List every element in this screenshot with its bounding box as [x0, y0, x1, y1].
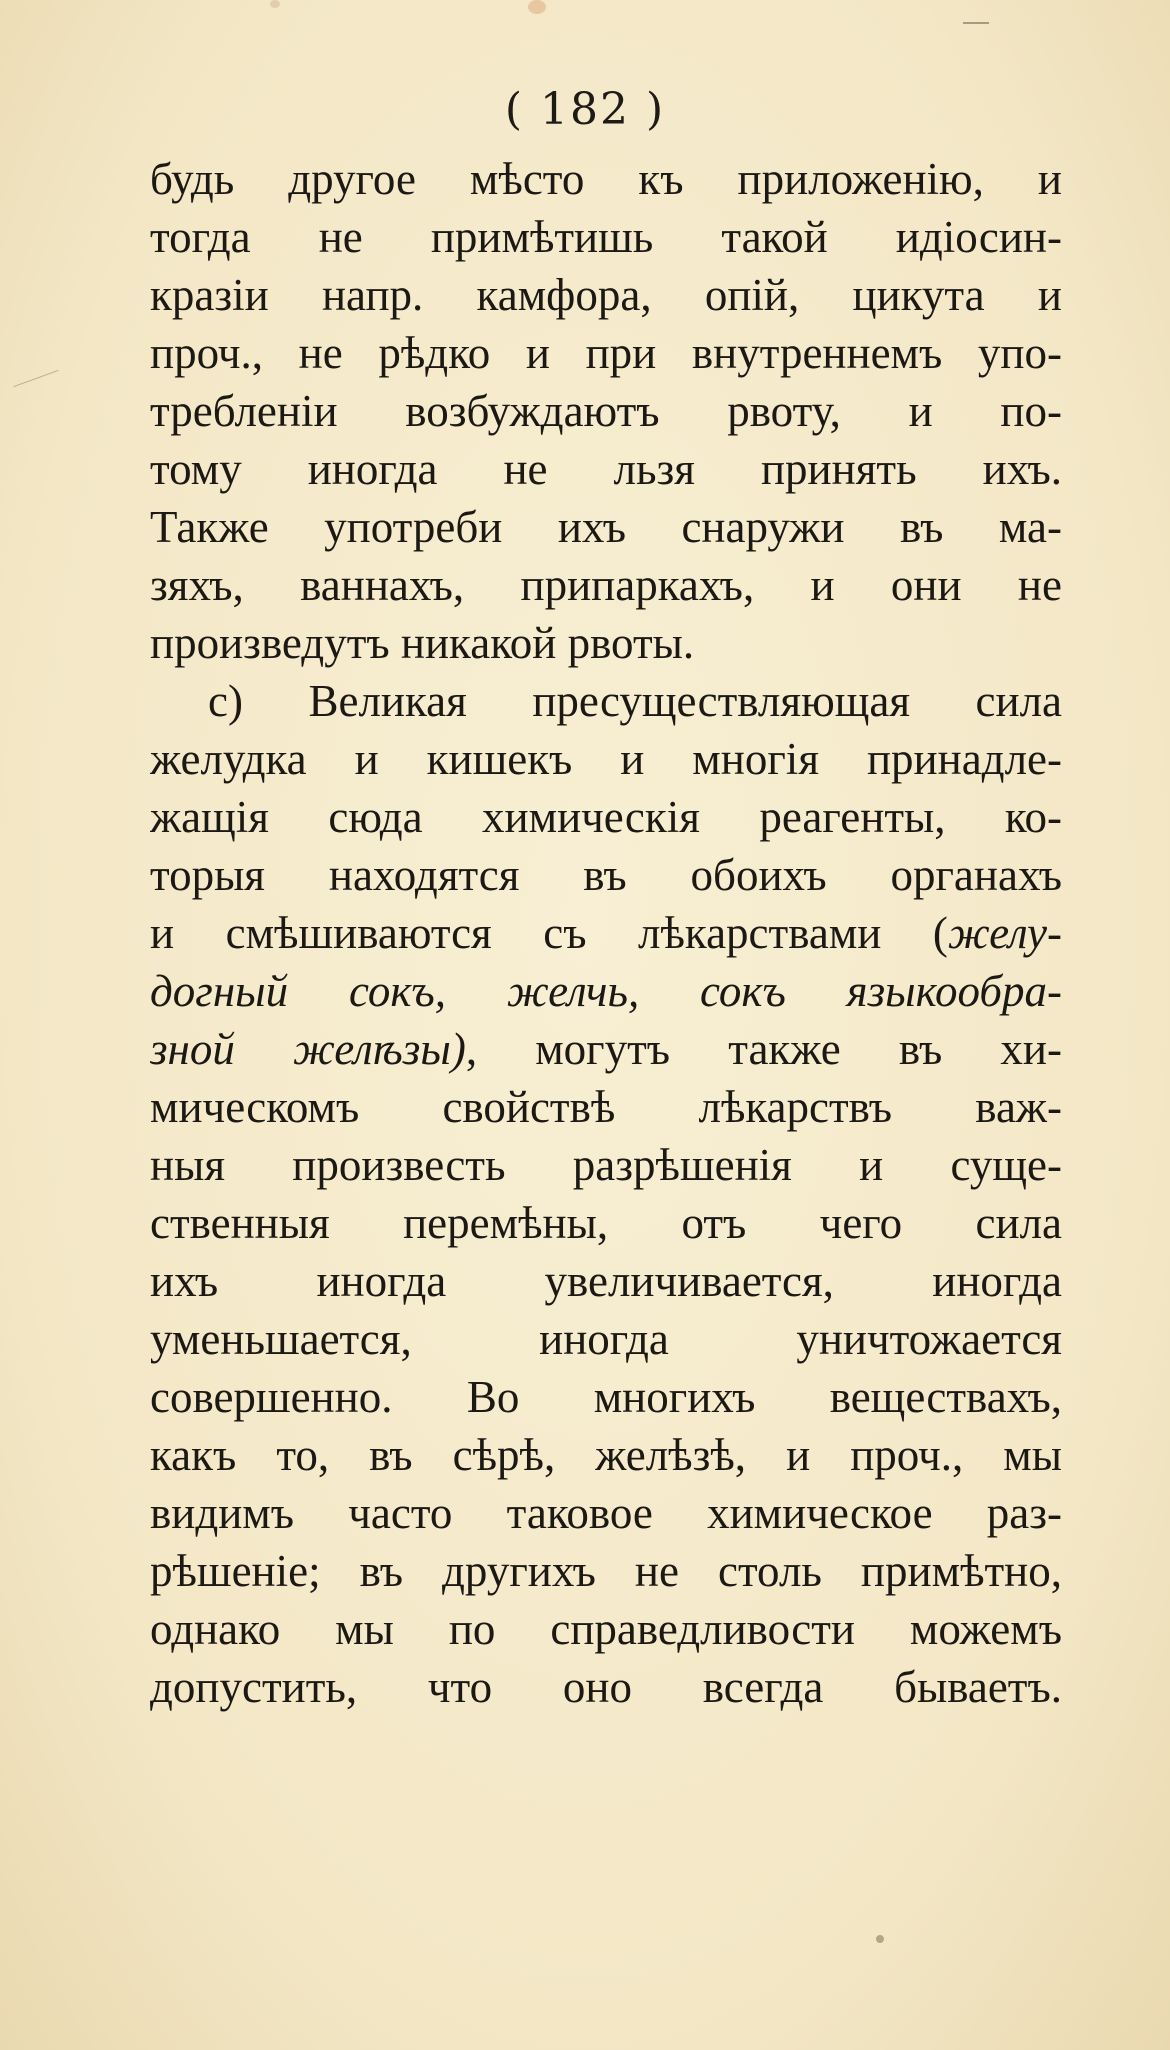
text-line: желудка и кишекъ и многія принадле-: [150, 734, 1062, 784]
text-line: рѣшеніе; въ другихъ не столь примѣтно,: [150, 1546, 1062, 1596]
text-line: видимъ часто таковое химическое раз-: [150, 1488, 1062, 1538]
text-line: какъ то, въ сѣрѣ, желѣзѣ, и проч., мы: [150, 1430, 1062, 1480]
text-line: произведутъ никакой рвоты.: [150, 618, 695, 668]
text-line: зяхъ, ваннахъ, припаркахъ, и они не: [150, 560, 1062, 610]
paper-stain: [528, 0, 546, 14]
text-line: совершенно. Во многихъ веществахъ,: [150, 1372, 1062, 1422]
text-line: будь другое мѣсто къ приложенію, и: [150, 154, 1062, 204]
text-line: допустить, что оно всегда бываетъ.: [150, 1662, 1062, 1712]
text-line: Также употреби ихъ снаружи въ ма-: [150, 502, 1062, 552]
edge-mark: [963, 22, 989, 24]
text-line: зной желѣзы), могутъ также въ хи-: [150, 1024, 1062, 1074]
text-line: тому иногда не льзя принять ихъ.: [150, 444, 1062, 494]
text-line: ныя произвесть разрѣшенія и суще-: [150, 1140, 1062, 1190]
text-line: требленіи возбуждаютъ рвоту, и по-: [150, 386, 1062, 436]
text-line: мическомъ свойствѣ лѣкарствъ важ-: [150, 1082, 1062, 1132]
text-line: проч., не рѣдко и при внутреннемъ упо-: [150, 328, 1062, 378]
margin-mark: [13, 370, 58, 387]
text-line: торыя находятся въ обоихъ органахъ: [150, 850, 1062, 900]
text-line: уменьшается, иногда уничтожается: [150, 1314, 1062, 1364]
text-line: жащія сюда химическія реагенты, ко-: [150, 792, 1062, 842]
text-line: и смѣшиваются съ лѣкарствами (желу-: [150, 908, 1062, 958]
text-line: ственныя перемѣны, отъ чего сила: [150, 1198, 1062, 1248]
page-number: ( 182 ): [504, 84, 666, 135]
text-line: кразіи напр. камфора, опій, цикута и: [150, 270, 1062, 320]
paper-stain: [270, 0, 280, 8]
body-text: [150, 150, 1062, 1716]
paragraph-start-line: c) Великая пресуществляющая сила: [208, 676, 1062, 726]
text-line: тогда не примѣтишь такой идіосин-: [150, 212, 1062, 262]
text-line: ихъ иногда увеличивается, иногда: [150, 1256, 1062, 1306]
text-line: догный сокъ, желчь, сокъ языкообра-: [150, 966, 1062, 1016]
text-line: однако мы по справедливости можемъ: [150, 1604, 1062, 1654]
paper-speck: [876, 1935, 884, 1943]
